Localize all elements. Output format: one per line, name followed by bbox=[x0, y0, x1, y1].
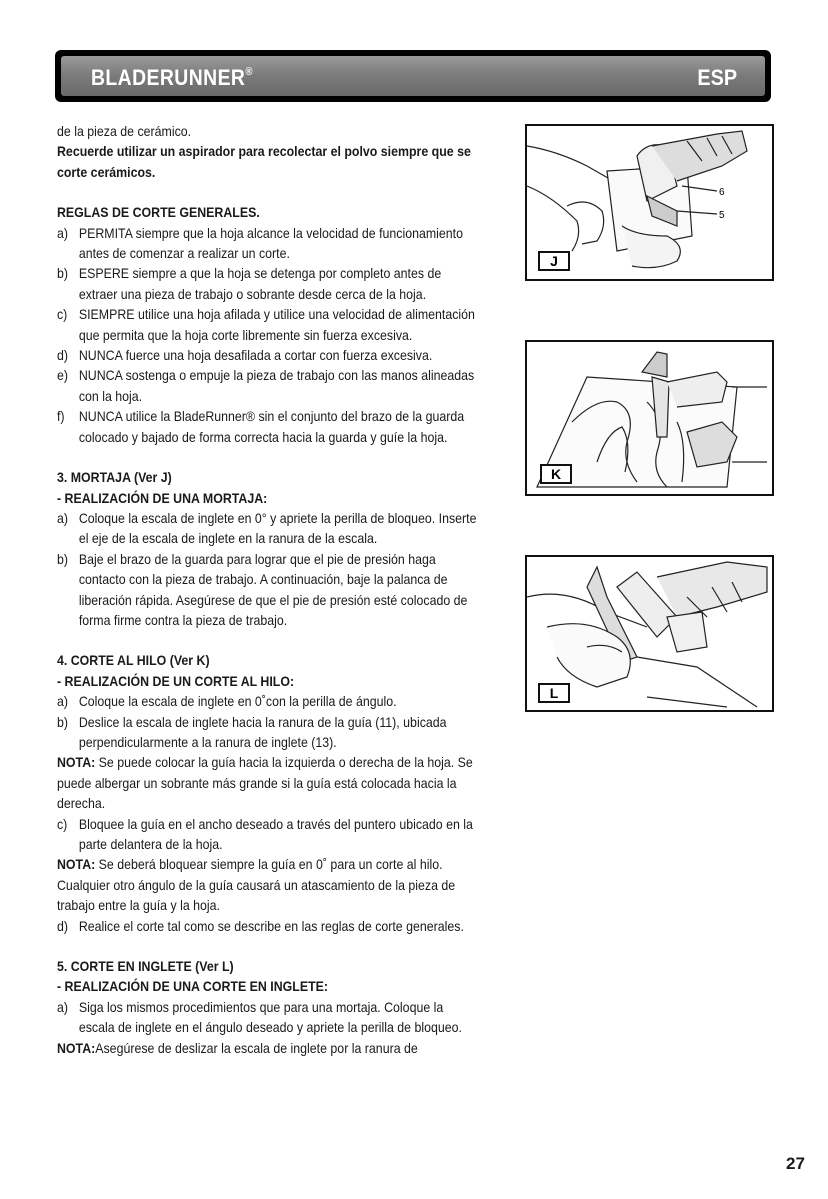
rip-cut-illustration bbox=[527, 342, 772, 494]
section-3-subtitle: - REALIZACIÓN DE UNA MORTAJA: bbox=[57, 490, 268, 506]
figure-k bbox=[525, 340, 774, 496]
list-item: c) Bloquee la guía en el ancho deseado a través del puntero ubicado en la parte delantera de la hoja. bbox=[57, 816, 473, 852]
list-item: d) Realice el corte tal como se describe en las reglas de corte generales. bbox=[57, 918, 464, 934]
callout-5: 5 bbox=[719, 210, 725, 221]
header-banner bbox=[55, 50, 771, 102]
page-number: 27 bbox=[786, 1154, 805, 1173]
section-4-subtitle: - REALIZACIÓN DE UN CORTE AL HILO: bbox=[57, 673, 295, 689]
list-item: c) SIEMPRE utilice una hoja afilada y utilice una velocidad de alimentación que permita que la hoja corte libremente sin fuerza excesiva. bbox=[57, 307, 475, 343]
note-paragraph: NOTA: Se puede colocar la guía hacia la izquierda o derecha de la hoja. Se puede albergar un sobrante más grande si la guía está colocada hacia la derecha. bbox=[57, 755, 473, 812]
figure-label-j: J bbox=[550, 253, 558, 269]
figure-label-l: L bbox=[549, 685, 559, 701]
section-3-title: 3. MORTAJA (Ver J) bbox=[57, 470, 172, 486]
language-code: ESP bbox=[697, 65, 737, 90]
mortise-illustration bbox=[527, 126, 772, 279]
general-rules-title: REGLAS DE CORTE GENERALES. bbox=[57, 205, 260, 221]
miter-cut-illustration bbox=[527, 557, 772, 710]
text-column bbox=[57, 122, 477, 1059]
figure-l bbox=[525, 555, 774, 712]
section-5-subtitle: - REALIZACIÓN DE UNA CORTE EN INGLETE: bbox=[57, 979, 329, 995]
list-item: e) NUNCA sostenga o empuje la pieza de trabajo con las manos alineadas con la hoja. bbox=[57, 368, 475, 404]
list-item: f) NUNCA utilice la BladeRunner® sin el conjunto del brazo de la guarda colocado y bajado de forma correcta hacia la guarda y guíe la hoja. bbox=[57, 409, 465, 445]
list-item: d) NUNCA fuerce una hoja desafilada a cortar con fuerza excesiva. bbox=[57, 348, 433, 364]
intro-line: de la pieza de cerámico. bbox=[57, 124, 192, 139]
note-paragraph: NOTA:Asegúrese de deslizar la escala de inglete por la ranura de bbox=[57, 1040, 418, 1056]
list-item: a) PERMITA siempre que la hoja alcance la velocidad de funcionamiento antes de comenzar a realizar un corte. bbox=[57, 225, 464, 262]
list-item: b) ESPERE siempre a que la hoja se detenga por completo antes de extraer una pieza de trabajo o sobrante desde cerca de la hoja. bbox=[57, 266, 442, 302]
list-item: a) Coloque la escala de inglete en 0° y apriete la perilla de bloqueo. Inserte el eje de la escala de inglete en la ranura de la escala. bbox=[57, 510, 477, 547]
registered-mark: ® bbox=[245, 66, 253, 78]
list-item: a) Coloque la escala de inglete en 0˚con la perilla de ángulo. bbox=[57, 694, 397, 710]
section-4-title: 4. CORTE AL HILO (Ver K) bbox=[57, 653, 210, 669]
brand-title: BLADERUNNER® bbox=[91, 65, 253, 90]
list-item: b) Deslice la escala de inglete hacia la ranura de la guía (11), ubicada perpendicularmente a la ranura de inglete (13). bbox=[57, 714, 447, 750]
list-item: b) Baje el brazo de la guarda para lograr que el pie de presión haga contacto con la pieza de trabajo. A continuación, baje la palanca de liberación rápida. Asegúrese de que el pie de presión esté colocado de forma firme contra la pieza de trabajo. bbox=[57, 551, 468, 628]
figure-label-k: K bbox=[550, 466, 562, 482]
header-bar bbox=[61, 56, 765, 96]
vacuum-reminder: Recuerde utilizar un aspirador para recolectar el polvo siempre que se corte cerámicos. bbox=[57, 144, 471, 180]
section-5-title: 5. CORTE EN INGLETE (Ver L) bbox=[57, 959, 234, 975]
note-paragraph: NOTA: Se deberá bloquear siempre la guía en 0˚ para un corte al hilo. Cualquier otro ángulo de la guía causará un atascamiento de la pieza de trabajo entre la guía y la hoja. bbox=[57, 857, 456, 914]
callout-6: 6 bbox=[719, 187, 725, 198]
list-item: a) Siga los mismos procedimientos que para una mortaja. Coloque la escala de inglete en el ángulo deseado y apriete la perilla de bloqueo. bbox=[57, 999, 462, 1036]
figure-j bbox=[525, 124, 774, 281]
